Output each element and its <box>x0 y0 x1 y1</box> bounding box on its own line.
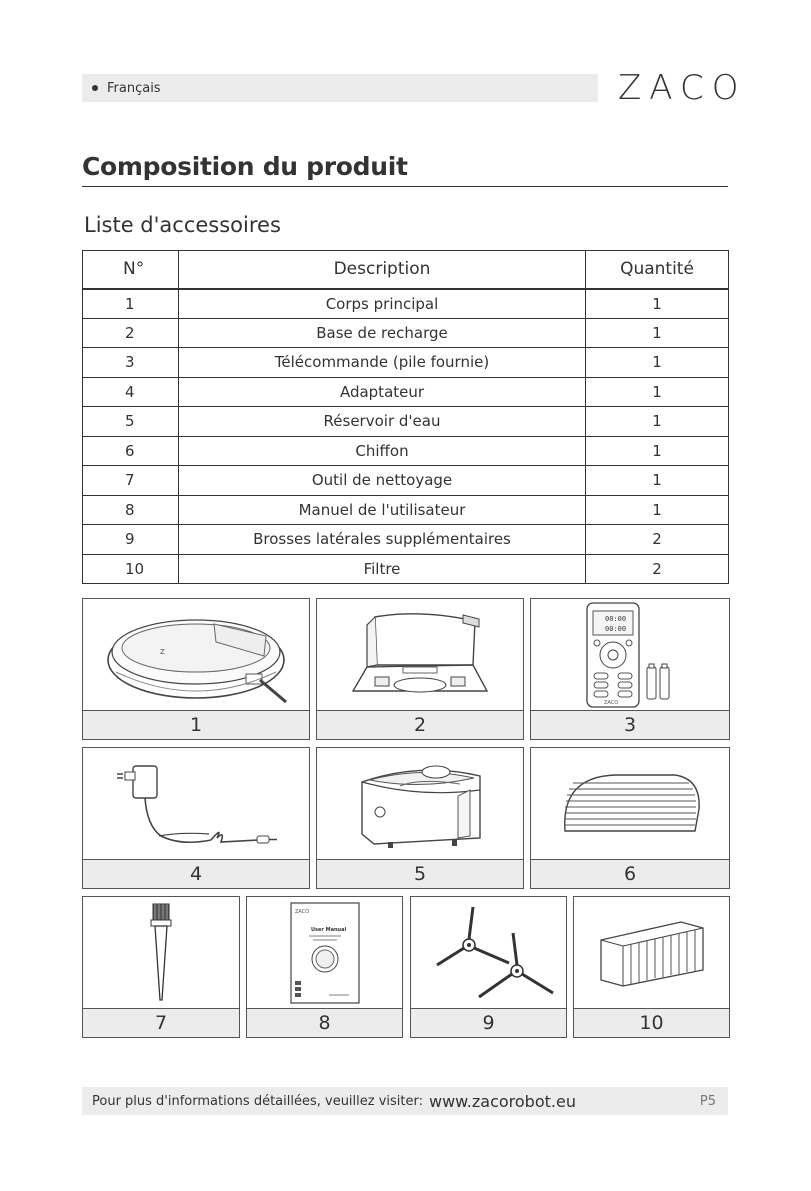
row-number: 3 <box>83 348 179 378</box>
title-divider <box>82 186 728 187</box>
table-row <box>83 407 729 437</box>
svg-text:Z: Z <box>160 648 165 656</box>
row-quantity: 1 <box>586 377 729 407</box>
row-description: Brosses latérales supplémentaires <box>179 525 586 555</box>
item-number: 8 <box>247 1008 402 1037</box>
row-description: Réservoir d'eau <box>179 407 586 437</box>
row-quantity: 1 <box>586 348 729 378</box>
item-number: 2 <box>317 710 523 739</box>
row-number: 9 <box>83 525 179 555</box>
brand-logo: ZACO <box>618 68 747 108</box>
table-row <box>83 289 729 319</box>
page-title: Composition du produit <box>82 152 408 181</box>
row-number: 7 <box>83 466 179 496</box>
row-quantity: 1 <box>586 407 729 437</box>
row-quantity: 1 <box>586 495 729 525</box>
row-quantity: 2 <box>586 525 729 555</box>
footer-text: Pour plus d'informations détaillées, veuillez visiter: <box>92 1093 423 1109</box>
remote-brand: ZACO <box>604 699 619 706</box>
table-row <box>83 466 729 496</box>
item-number: 4 <box>83 859 309 888</box>
item-card-6 <box>530 747 730 889</box>
row-quantity: 1 <box>586 436 729 466</box>
manual-brand: ZACO <box>294 908 309 915</box>
manual-title: User Manual <box>310 926 346 933</box>
row-description: Filtre <box>179 554 586 584</box>
accessories-table <box>82 250 729 584</box>
language-bar <box>82 74 598 102</box>
row-description: Base de recharge <box>179 318 586 348</box>
table-row <box>83 348 729 378</box>
item-card-9 <box>410 896 567 1038</box>
robot-vacuum-icon <box>96 602 296 707</box>
row-quantity: 1 <box>586 466 729 496</box>
power-adapter-icon <box>111 756 281 851</box>
side-brushes-icon <box>419 903 559 1003</box>
item-card-7 <box>82 896 240 1038</box>
section-title: Liste d'accessoires <box>84 213 281 237</box>
item-number: 9 <box>411 1008 566 1037</box>
item-card-1 <box>82 598 310 740</box>
remote-control-icon <box>575 601 685 709</box>
item-card-5 <box>316 747 524 889</box>
table-header-row <box>83 251 729 289</box>
cleaning-brush-icon <box>141 900 181 1005</box>
item-number: 1 <box>83 710 309 739</box>
item-card-3 <box>530 598 730 740</box>
table-row <box>83 554 729 584</box>
item-number: 7 <box>83 1008 239 1037</box>
item-number: 5 <box>317 859 523 888</box>
row-description: Télécommande (pile fournie) <box>179 348 586 378</box>
col-header-quantity: Quantité <box>586 251 729 289</box>
col-header-description: Description <box>179 251 586 289</box>
item-card-2 <box>316 598 524 740</box>
row-quantity: 1 <box>586 289 729 319</box>
item-card-10 <box>573 896 730 1038</box>
row-number: 4 <box>83 377 179 407</box>
item-number: 10 <box>574 1008 729 1037</box>
bullet-icon <box>92 85 98 91</box>
table-row <box>83 436 729 466</box>
water-tank-icon <box>340 754 500 854</box>
mop-cloth-icon <box>555 769 705 839</box>
user-manual-icon <box>289 901 361 1005</box>
language-label: Français <box>107 80 161 96</box>
table-row <box>83 525 729 555</box>
row-quantity: 2 <box>586 554 729 584</box>
remote-display-line-2: 00:00 <box>605 624 627 633</box>
item-card-4 <box>82 747 310 889</box>
col-header-number: N° <box>83 251 179 289</box>
row-description: Adaptateur <box>179 377 586 407</box>
table-row <box>83 495 729 525</box>
item-card-8 <box>246 896 403 1038</box>
row-number: 6 <box>83 436 179 466</box>
row-number: 8 <box>83 495 179 525</box>
row-number: 10 <box>83 554 179 584</box>
page-number: P5 <box>699 1093 716 1109</box>
filter-icon <box>597 918 707 988</box>
row-number: 1 <box>83 289 179 319</box>
footer-bar <box>82 1087 728 1115</box>
row-description: Corps principal <box>179 289 586 319</box>
row-quantity: 1 <box>586 318 729 348</box>
row-number: 2 <box>83 318 179 348</box>
row-description: Manuel de l'utilisateur <box>179 495 586 525</box>
remote-display-line-1: 00:00 <box>605 614 627 623</box>
table-row <box>83 377 729 407</box>
item-number: 3 <box>531 710 729 739</box>
row-description: Outil de nettoyage <box>179 466 586 496</box>
table-row <box>83 318 729 348</box>
row-number: 5 <box>83 407 179 437</box>
footer-url[interactable]: www.zacorobot.eu <box>429 1091 576 1111</box>
charging-base-icon <box>345 607 495 702</box>
row-description: Chiffon <box>179 436 586 466</box>
item-number: 6 <box>531 859 729 888</box>
